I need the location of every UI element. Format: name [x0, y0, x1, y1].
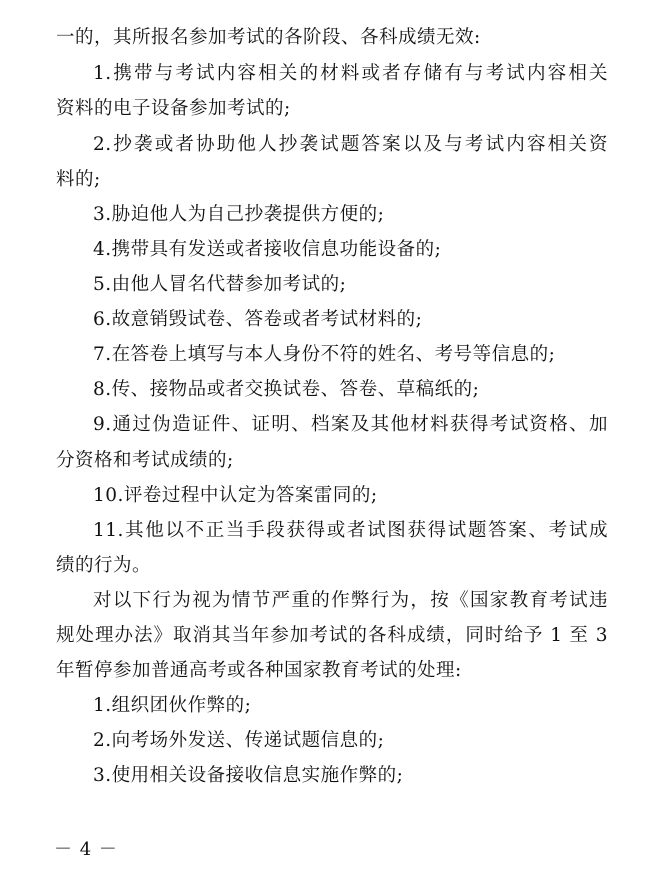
text-line: 10.评卷过程中认定为答案雷同的;	[93, 485, 378, 506]
text-line: 对以下行为视为情节严重的作弊行为，按《国家教育考试违	[93, 590, 608, 611]
text-line: 8.传、接物品或者交换试卷、答卷、草稿纸的;	[93, 379, 480, 400]
text-line: 9.通过伪造证件、证明、档案及其他材料获得考试资格、加	[93, 414, 608, 435]
text-line: 4.携带具有发送或者接收信息功能设备的;	[93, 239, 442, 260]
text-line: 资料的电子设备参加考试的;	[56, 98, 291, 119]
text-line: 11.其他以不正当手段获得或者试图获得试题答案、考试成	[93, 520, 608, 541]
text-line: 2.抄袭或者协助他人抄袭试题答案以及与考试内容相关资	[93, 134, 608, 155]
text-line: 6.故意销毁试卷、答卷或者考试材料的;	[93, 309, 423, 330]
text-line: 5.由他人冒名代替参加考试的;	[93, 274, 347, 295]
page-number: － 4 －	[54, 839, 118, 860]
text-line: 规处理办法》取消其当年参加考试的各科成绩，同时给予 1 至 3	[56, 625, 608, 646]
text-line: 料的;	[56, 169, 101, 190]
text-line: 年暂停参加普通高考或各种国家教育考试的处理:	[56, 660, 462, 681]
text-line: 2.向考场外发送、传递试题信息的;	[93, 730, 385, 751]
text-line: 1.携带与考试内容相关的材料或者存储有与考试内容相关	[93, 63, 608, 84]
text-line: 1.组织团伙作弊的;	[93, 695, 252, 716]
text-line: 3.胁迫他人为自己抄袭提供方便的;	[93, 204, 385, 225]
text-line: 一的，其所报名参加考试的各阶段、各科成绩无效:	[56, 27, 481, 48]
text-line: 绩的行为。	[56, 555, 152, 576]
text-line: 分资格和考试成绩的;	[56, 450, 234, 471]
text-line: 3.使用相关设备接收信息实施作弊的;	[93, 765, 404, 786]
text-line: 7.在答卷上填写与本人身份不符的姓名、考号等信息的;	[93, 344, 556, 365]
